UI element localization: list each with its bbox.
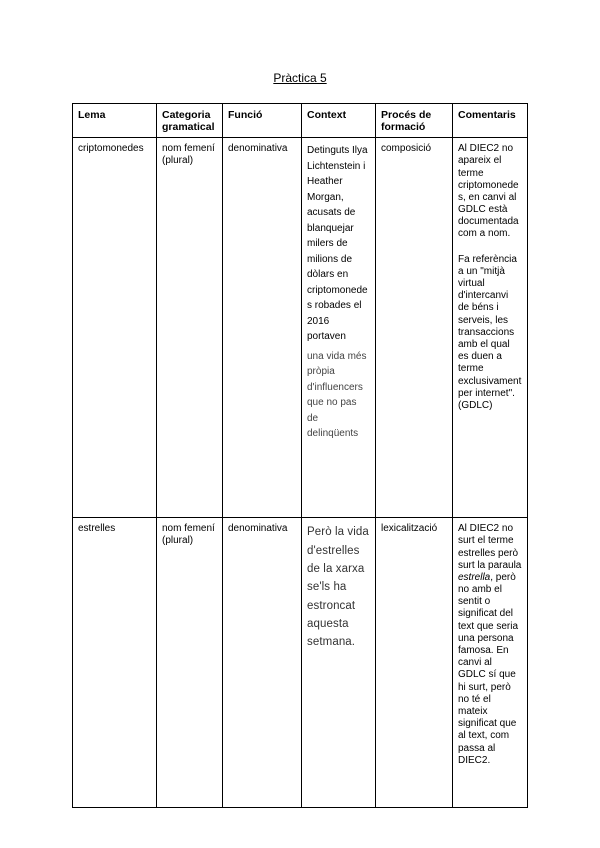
cell-proces: composició (376, 138, 453, 518)
cell-lema: estrelles (73, 518, 157, 808)
comment-paragraph: Al DIEC2 no apareix el terme criptomonedes, en canvi al GDLC està documentada com a nom. (458, 143, 519, 240)
header-lema: Lema (73, 104, 157, 138)
comment-paragraph: Fa referència a un "mitjà virtual d'intercanvi de béns i serveis, les transaccions amb el qual es duen a terme exclusivament per internet". (GDLC) (458, 253, 522, 411)
table-row (73, 518, 528, 808)
header-categoria: Categoria gramatical (157, 104, 223, 138)
header-comentaris: Comentaris (453, 104, 528, 138)
cell-funcio: denominativa (223, 138, 302, 518)
comment-text: , però no amb el sentit o significat del text que seria una persona famosa. En canvi al GDLC sí que hi surt, però no té el mateix significat que al text, com passa al DIEC2. (458, 571, 519, 766)
cell-comentaris (453, 138, 528, 518)
cell-context (302, 138, 376, 518)
cell-categoria: nom femení (plural) (157, 518, 223, 808)
header-context: Context (302, 104, 376, 138)
cell-proces: lexicalització (376, 518, 453, 808)
comment-text: Al DIEC2 no surt el terme estrelles però surt la paraula (458, 523, 522, 571)
table-row (73, 138, 528, 518)
header-proces: Procés de formació (376, 104, 453, 138)
cell-comentaris (453, 518, 528, 808)
header-row (73, 104, 528, 138)
context-quote: una vida més pròpia d'influencers que no pas de delinqüents (307, 350, 367, 440)
page-title: Pràctica 5 (273, 71, 327, 85)
header-funcio: Funció (223, 104, 302, 138)
cell-lema: criptomonedes (73, 138, 157, 518)
context-text: Detinguts Ilya Lichtenstein i Heather Morgan, acusats de blanquejar milers de milions de dòlars en criptomonedes robades el 2016 portaven (307, 145, 368, 343)
cell-context: Però la vida d'estrelles de la xarxa se'ls ha estroncat aquesta setmana. (302, 518, 376, 808)
lexicon-table (72, 103, 528, 808)
cell-categoria: nom femení (plural) (157, 138, 223, 518)
comment-emphasis: estrella (458, 571, 491, 583)
cell-funcio: denominativa (223, 518, 302, 808)
